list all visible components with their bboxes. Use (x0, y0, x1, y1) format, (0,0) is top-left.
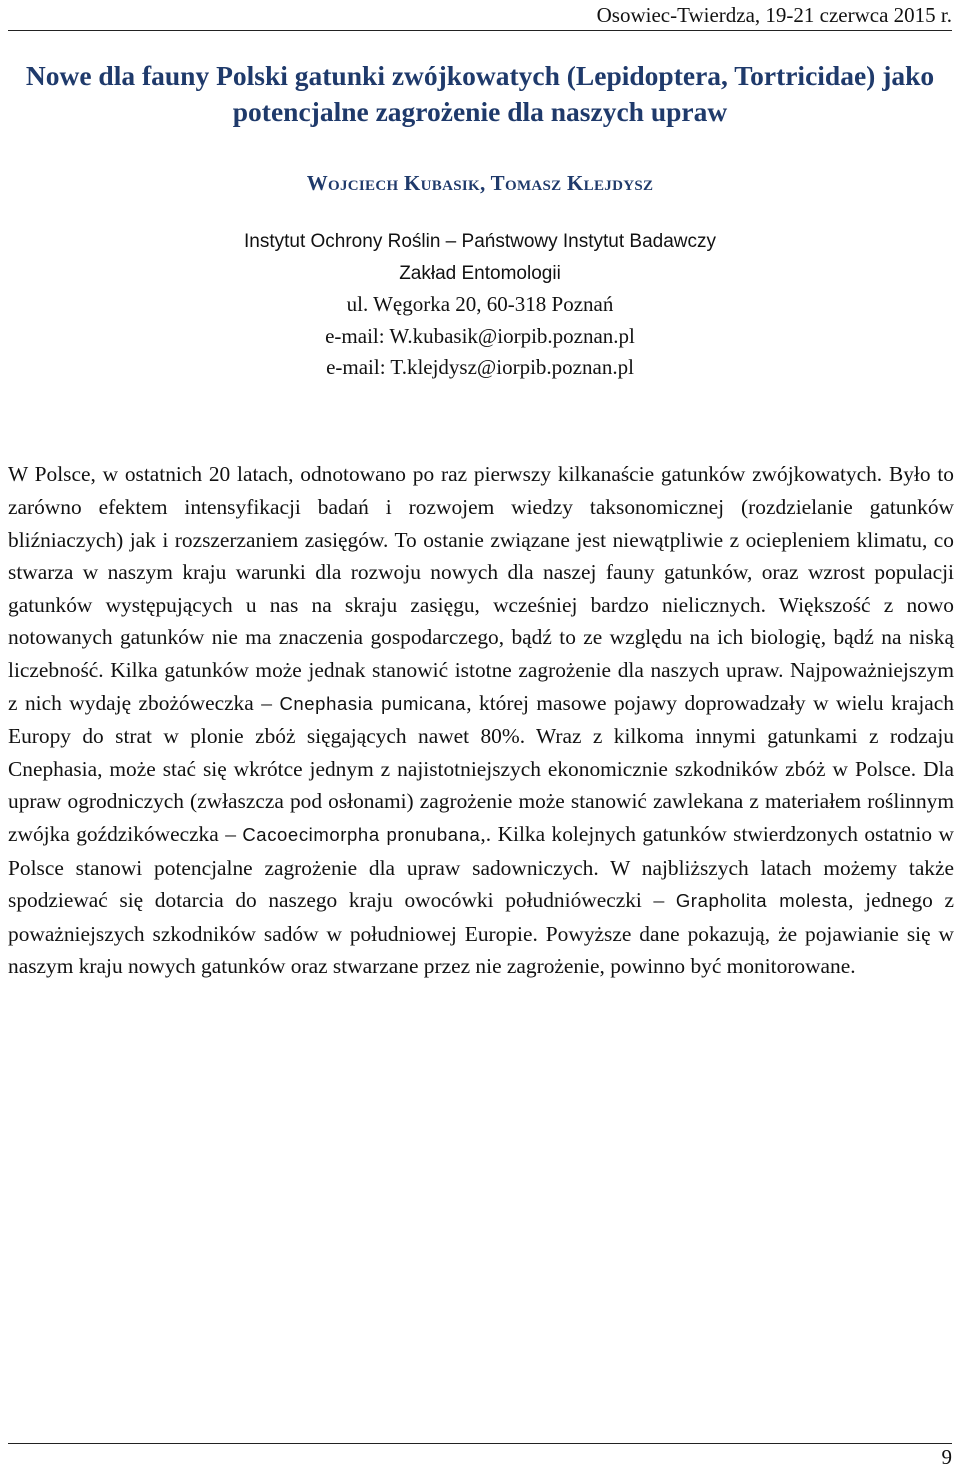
email-address-1: e-mail: W.kubasik@iorpib.poznan.pl (325, 323, 635, 348)
paper-title: Nowe dla fauny Polski gatunki zwójkowatych (Lepidoptera, Tortricidae) jako potencjalne zagrożenie dla naszych upraw (25, 60, 935, 127)
abstract-paragraph (8, 458, 954, 983)
department-name: Zakład Entomologii (399, 262, 561, 284)
species-name-cnephasia: Cnephasia pumicana (279, 692, 467, 714)
running-header: Osowiec-Twierdza, 19-21 czerwca 2015 r. (596, 3, 952, 27)
abstract-text-2: , której masowe pojawy doprowadzały w wielu krajach Europy do strat w plonie zbóż sięgających nawet 80%. Wraz z kilkoma innymi gatunkami z rodzaju Cnephasia, może stać się wkrótce jednym z najistotniejszych ekonomicznie szkodników zbóż w Polsce. Dla upraw ogrodniczych (zwłaszcza pod osłonami) zagrożenie może stanowić zawlekana z materiałem roślinnym zwójka goździkóweczka – (8, 690, 954, 846)
author-list: Wojciech Kubasik, Tomasz Klejdysz (306, 171, 654, 195)
affiliation-block (0, 226, 960, 384)
postal-address: ul. Węgorka 20, 60-318 Poznań (346, 292, 614, 316)
page-number: 9 (941, 1445, 952, 1469)
email-address-2: e-mail: T.klejdysz@iorpib.poznan.pl (326, 355, 634, 379)
abstract-text-1: W Polsce, w ostatnich 20 latach, odnotowano po raz pierwszy kilkanaście gatunków zwójkowatych. Było to zarówno efektem intensyfikacji badań i rozwojem wiedzy taksonomicznej (rozdzielanie gatunków bliźniaczych) jak i rozszerzaniem zasięgów. To ostanie związane jest niewątpliwie z ociepleniem klimatu, co stwarza w naszym kraju warunki dla rozwoju nowych dla naszej fauny gatunków, oraz wzrost populacji gatunków występujących u nas na skraju zasięgu, wcześniej bardzo nielicznych. Większość z nowo notowanych gatunków nie ma znaczenia gospodarczego, bądź to ze względu na ich biologię, bądź na niską liczebność. Kilka gatunków może jednak stanowić istotne zagrożenie dla naszych upraw. Najpoważniejszym z nich wydaję zbożóweczka – (8, 462, 954, 715)
abstract-text-3: ,. Kilka kolejnych gatunków stwierdzonych ostatnio w Polsce stanowi potencjalne zagrożenie dla upraw sadowniczych. W najbliższych latach możemy także spodziewać się dotarcia do naszego kraju owocówki południóweczki – (8, 821, 954, 913)
institute-name: Instytut Ochrony Roślin – Państwowy Instytut Badawczy (243, 231, 717, 252)
species-name-grapholita: Grapholita molesta (675, 890, 849, 912)
header-divider (8, 30, 952, 31)
species-name-cacoecimorpha: Cacoecimorpha pronubana (242, 823, 481, 845)
abstract-text-4: , jednego z poważniejszych szkodników sadów w południowej Europie. Powyższe dane pokazują, że pojawianie się w naszym kraju nowych gatunków oraz stwarzane przez nie zagrożenie, powinno być monitorowane. (8, 888, 954, 979)
footer-divider (8, 1443, 952, 1444)
